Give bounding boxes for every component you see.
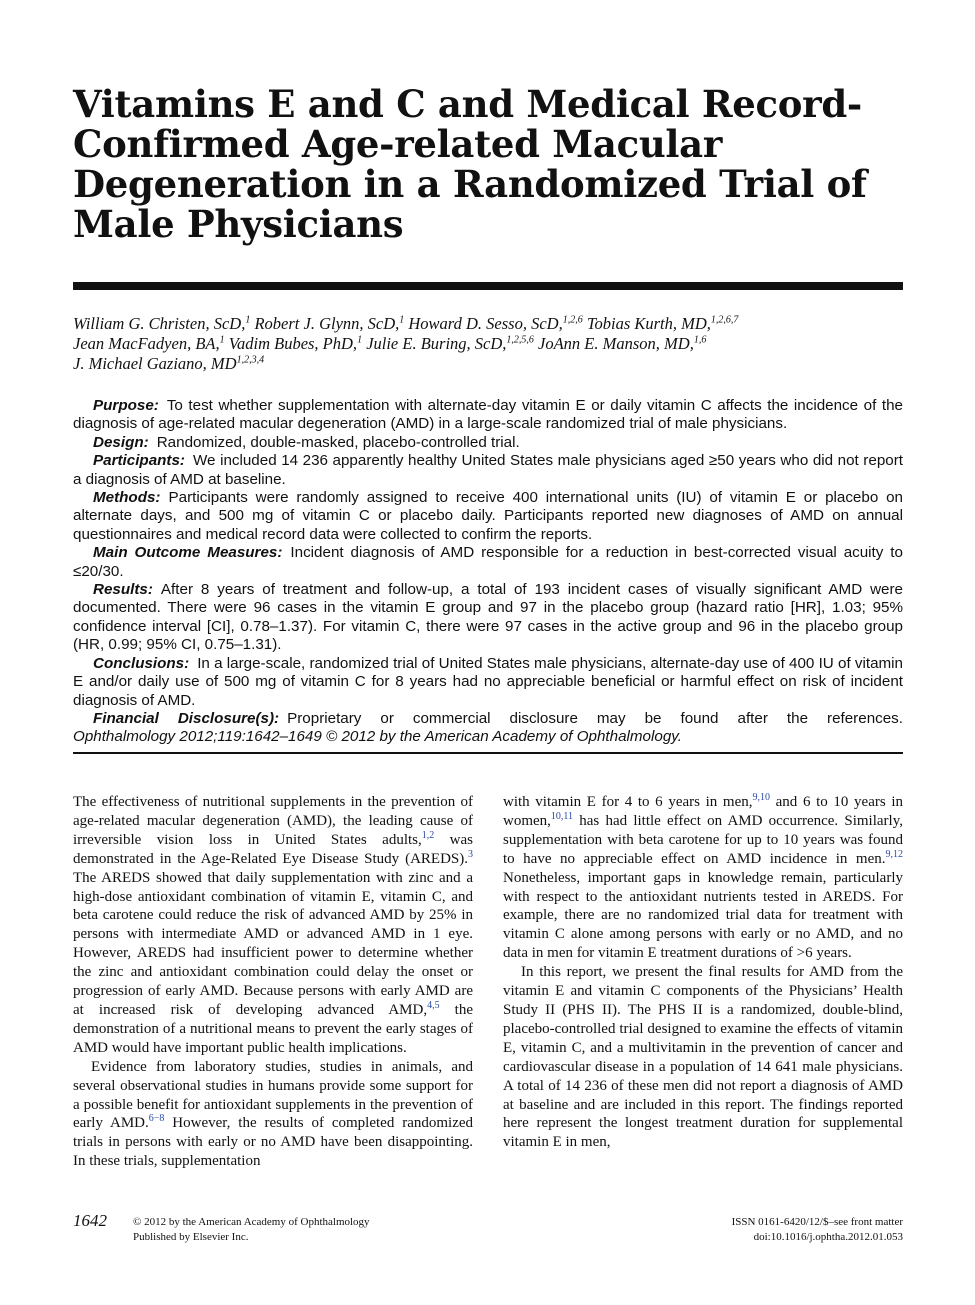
abstract-methods [73, 489, 903, 544]
abstract-design [73, 434, 903, 452]
author-affiliation: 1,2,6,7 [710, 314, 739, 326]
abstract-conclusions [73, 655, 903, 710]
issn-line: ISSN 0161-6420/12/$–see front matter [731, 1216, 903, 1228]
author-affiliation: 1 [245, 314, 251, 326]
body-text: was demonstrated in the Age-Related Eye Disease Study (AREDS). [73, 831, 473, 867]
reference-link[interactable]: 10,11 [550, 810, 574, 822]
body-text: The effectiveness of nutritional supplements in the prevention of age-related macular degeneration (AMD), the leading cause of irreversible vision loss in United States adults, [73, 794, 473, 848]
abstract-text: After 8 years of treatment and follow-up, a total of 193 incident cases of visually significant AMD were documented. There were 96 cases in the vitamin E group and 97 in the placebo group (hazard ratio [HR], 1.03; 95% confidence interval [CI], 0.78–1.37). For vitamin C, there were 97 cases in the active group and 96 in the placebo group (HR, 0.99; 95% CI, 0.75–1.31). [73, 581, 903, 654]
copyright-line: © 2012 by the American Academy of Ophthalmology [133, 1216, 370, 1228]
author: Jean MacFadyen, BA, [73, 334, 220, 353]
abstract-citation: Ophthalmology 2012;119:1642–1649 © 2012 by the American Academy of Ophthalmology. [73, 728, 682, 746]
reference-link[interactable]: 9,12 [885, 848, 903, 860]
reference-link[interactable]: 6−8 [148, 1113, 165, 1125]
author-affiliation: 1 [399, 314, 405, 326]
body-text: with vitamin E for 4 to 6 years in men, [503, 794, 753, 810]
abstract-text: To test whether supplementation with alternate-day vitamin E or daily vitamin C affects the incidence of the diagnosis of age-related macular degeneration (AMD) in a large-scale randomized trial of male physicians. [73, 397, 903, 433]
author-affiliation: 1 [219, 334, 225, 346]
abstract-label: Participants: [93, 452, 185, 470]
body-text: the demonstration of a nutritional means to prevent the early stages of AMD would have important public health implications. [73, 1001, 473, 1056]
abstract-label: Main Outcome Measures: [93, 544, 283, 562]
body-paragraph [503, 793, 903, 963]
author-affiliation: 1,6 [693, 334, 707, 346]
abstract-label: Financial Disclosure(s): [93, 709, 280, 727]
abstract-text: Participants were randomly assigned to receive 400 international units (IU) of vitamin E or placebo on alternate days, and 500 mg of vitamin C or placebo daily. Participants reported new diagnoses of AMD on annual questionnaires and medical record data were collected to confirm the reports. [73, 489, 903, 543]
body-text: Nonetheless, important gaps in knowledge remain, particularly with respect to the antioxidant nutrients tested in AREDS. For example, there are no randomized trial data for treatment with vitamin C alone among persons with early or no AMD, and no data in men for vitamin E treatment durations of >6 years. [503, 869, 903, 962]
footer-identifiers [732, 1215, 903, 1245]
footer-copyright [133, 1215, 370, 1245]
author-list [73, 314, 903, 374]
abstract-label: Conclusions: [93, 654, 190, 672]
abstract-purpose [73, 397, 903, 434]
body-text: has had little effect on AMD occurrence. Similarly, supplementation with beta carotene for up to 10 years was found to have no appreciable effect on AMD incidence in men. [503, 812, 903, 867]
body-text: However, the results of completed randomized trials in persons with early or no AMD have been disappointing. In these trials, supplementation [73, 1115, 474, 1170]
body-paragraph [73, 793, 473, 1058]
abstract-participants [73, 452, 903, 489]
abstract-label: Purpose: [93, 397, 159, 414]
abstract-text: Proprietary or commercial disclosure may be found after the references. [287, 709, 903, 727]
abstract-outcome [73, 544, 903, 581]
abstract-label: Results: [93, 581, 153, 599]
publisher-line: Published by Elsevier Inc. [133, 1231, 249, 1243]
body-column-right [503, 793, 903, 1152]
author: Howard D. Sesso, ScD, [408, 314, 563, 333]
author: Julie E. Buring, ScD, [366, 334, 507, 353]
author-affiliation: 1,2,5,6 [506, 334, 534, 346]
body-text: Evidence from laboratory studies, studies in animals, and several observational studies in humans provide some support for a possible benefit for antioxidant supplements in the prevention of early AMD. [73, 1058, 473, 1132]
reference-link[interactable]: 1,2 [421, 829, 435, 841]
body-paragraph: In this report, we present the final results for AMD from the vitamin E and vitamin C components of the Physicians’ Health Study II (PHS II). The PHS II is a randomized, double-blind, placebo-controlled trial designed to examine the effects of vitamin E, vitamin C, and a multivitamin in the prevention of cancer and cardiovascular disease in a population of 14 641 male physicians. A total of 14 236 of these men did not report a diagnosis of AMD at baseline and are included in this report. The findings reported here represent the longest treatment duration for supplemental vitamin E in men, [503, 964, 903, 1151]
abstract-disclosure [73, 710, 903, 728]
author-affiliation: 1 [357, 334, 363, 346]
abstract [73, 397, 903, 747]
reference-link[interactable]: 3 [468, 848, 473, 860]
abstract-results [73, 581, 903, 655]
body-column-left [73, 793, 473, 1171]
article-title: Vitamins E and C and Medical Record-Confirmed Age-related Macular Degeneration in a Randomized Trial of Male Physicians [73, 82, 867, 246]
doi-line: doi:10.1016/j.ophtha.2012.01.053 [753, 1231, 903, 1243]
page-number: 1642 [73, 1211, 107, 1230]
abstract-text: Incident diagnosis of AMD responsible for a reduction in best-corrected visual acuity to ≤20/30. [73, 544, 903, 580]
author-affiliation: 1,2,6 [562, 314, 583, 326]
author: Tobias Kurth, MD, [586, 314, 711, 333]
body-text: and 6 to 10 years in women, [503, 794, 903, 829]
author: William G. Christen, ScD, [73, 314, 246, 333]
reference-link[interactable]: 4,5 [427, 999, 440, 1011]
abstract-text: Randomized, double-masked, placebo-controlled trial. [156, 433, 520, 451]
abstract-label: Design: [93, 433, 149, 451]
reference-link[interactable]: 9,10 [752, 792, 770, 803]
title-rule [73, 282, 903, 290]
author-affiliation: 1,2,3,4 [236, 354, 265, 366]
abstract-text: We included 14 236 apparently healthy United States male physicians aged ≥50 years who did not report a diagnosis of AMD at baseline. [73, 452, 903, 488]
abstract-rule [73, 752, 903, 754]
body-text: The AREDS showed that daily supplementation with zinc and a high-dose antioxidant combination of vitamin E, vitamin C, and beta carotene could reduce the risk of advanced AMD by 25% in persons with intermediate AMD or advanced AMD in 1 eye. However, AREDS had insufficient power to determine whether the zinc and antioxidant combination could delay the onset or progression of early AMD. Because persons with early AMD are at increased risk of developing advanced AMD, [73, 869, 473, 1018]
body-paragraph [73, 1058, 473, 1171]
author: JoAnn E. Manson, MD, [538, 334, 694, 353]
abstract-text: In a large-scale, randomized trial of United States male physicians, alternate-day use of 400 IU of vitamin E and/or daily use of 500 mg of vitamin C for 8 years had no appreciable beneficial or harmful effect on risk of incident diagnosis of AMD. [73, 654, 903, 709]
abstract-label: Methods: [93, 489, 161, 507]
author: Vadim Bubes, PhD, [228, 334, 358, 353]
author: Robert J. Glynn, ScD, [254, 314, 400, 333]
author: J. Michael Gaziano, MD [73, 354, 237, 373]
